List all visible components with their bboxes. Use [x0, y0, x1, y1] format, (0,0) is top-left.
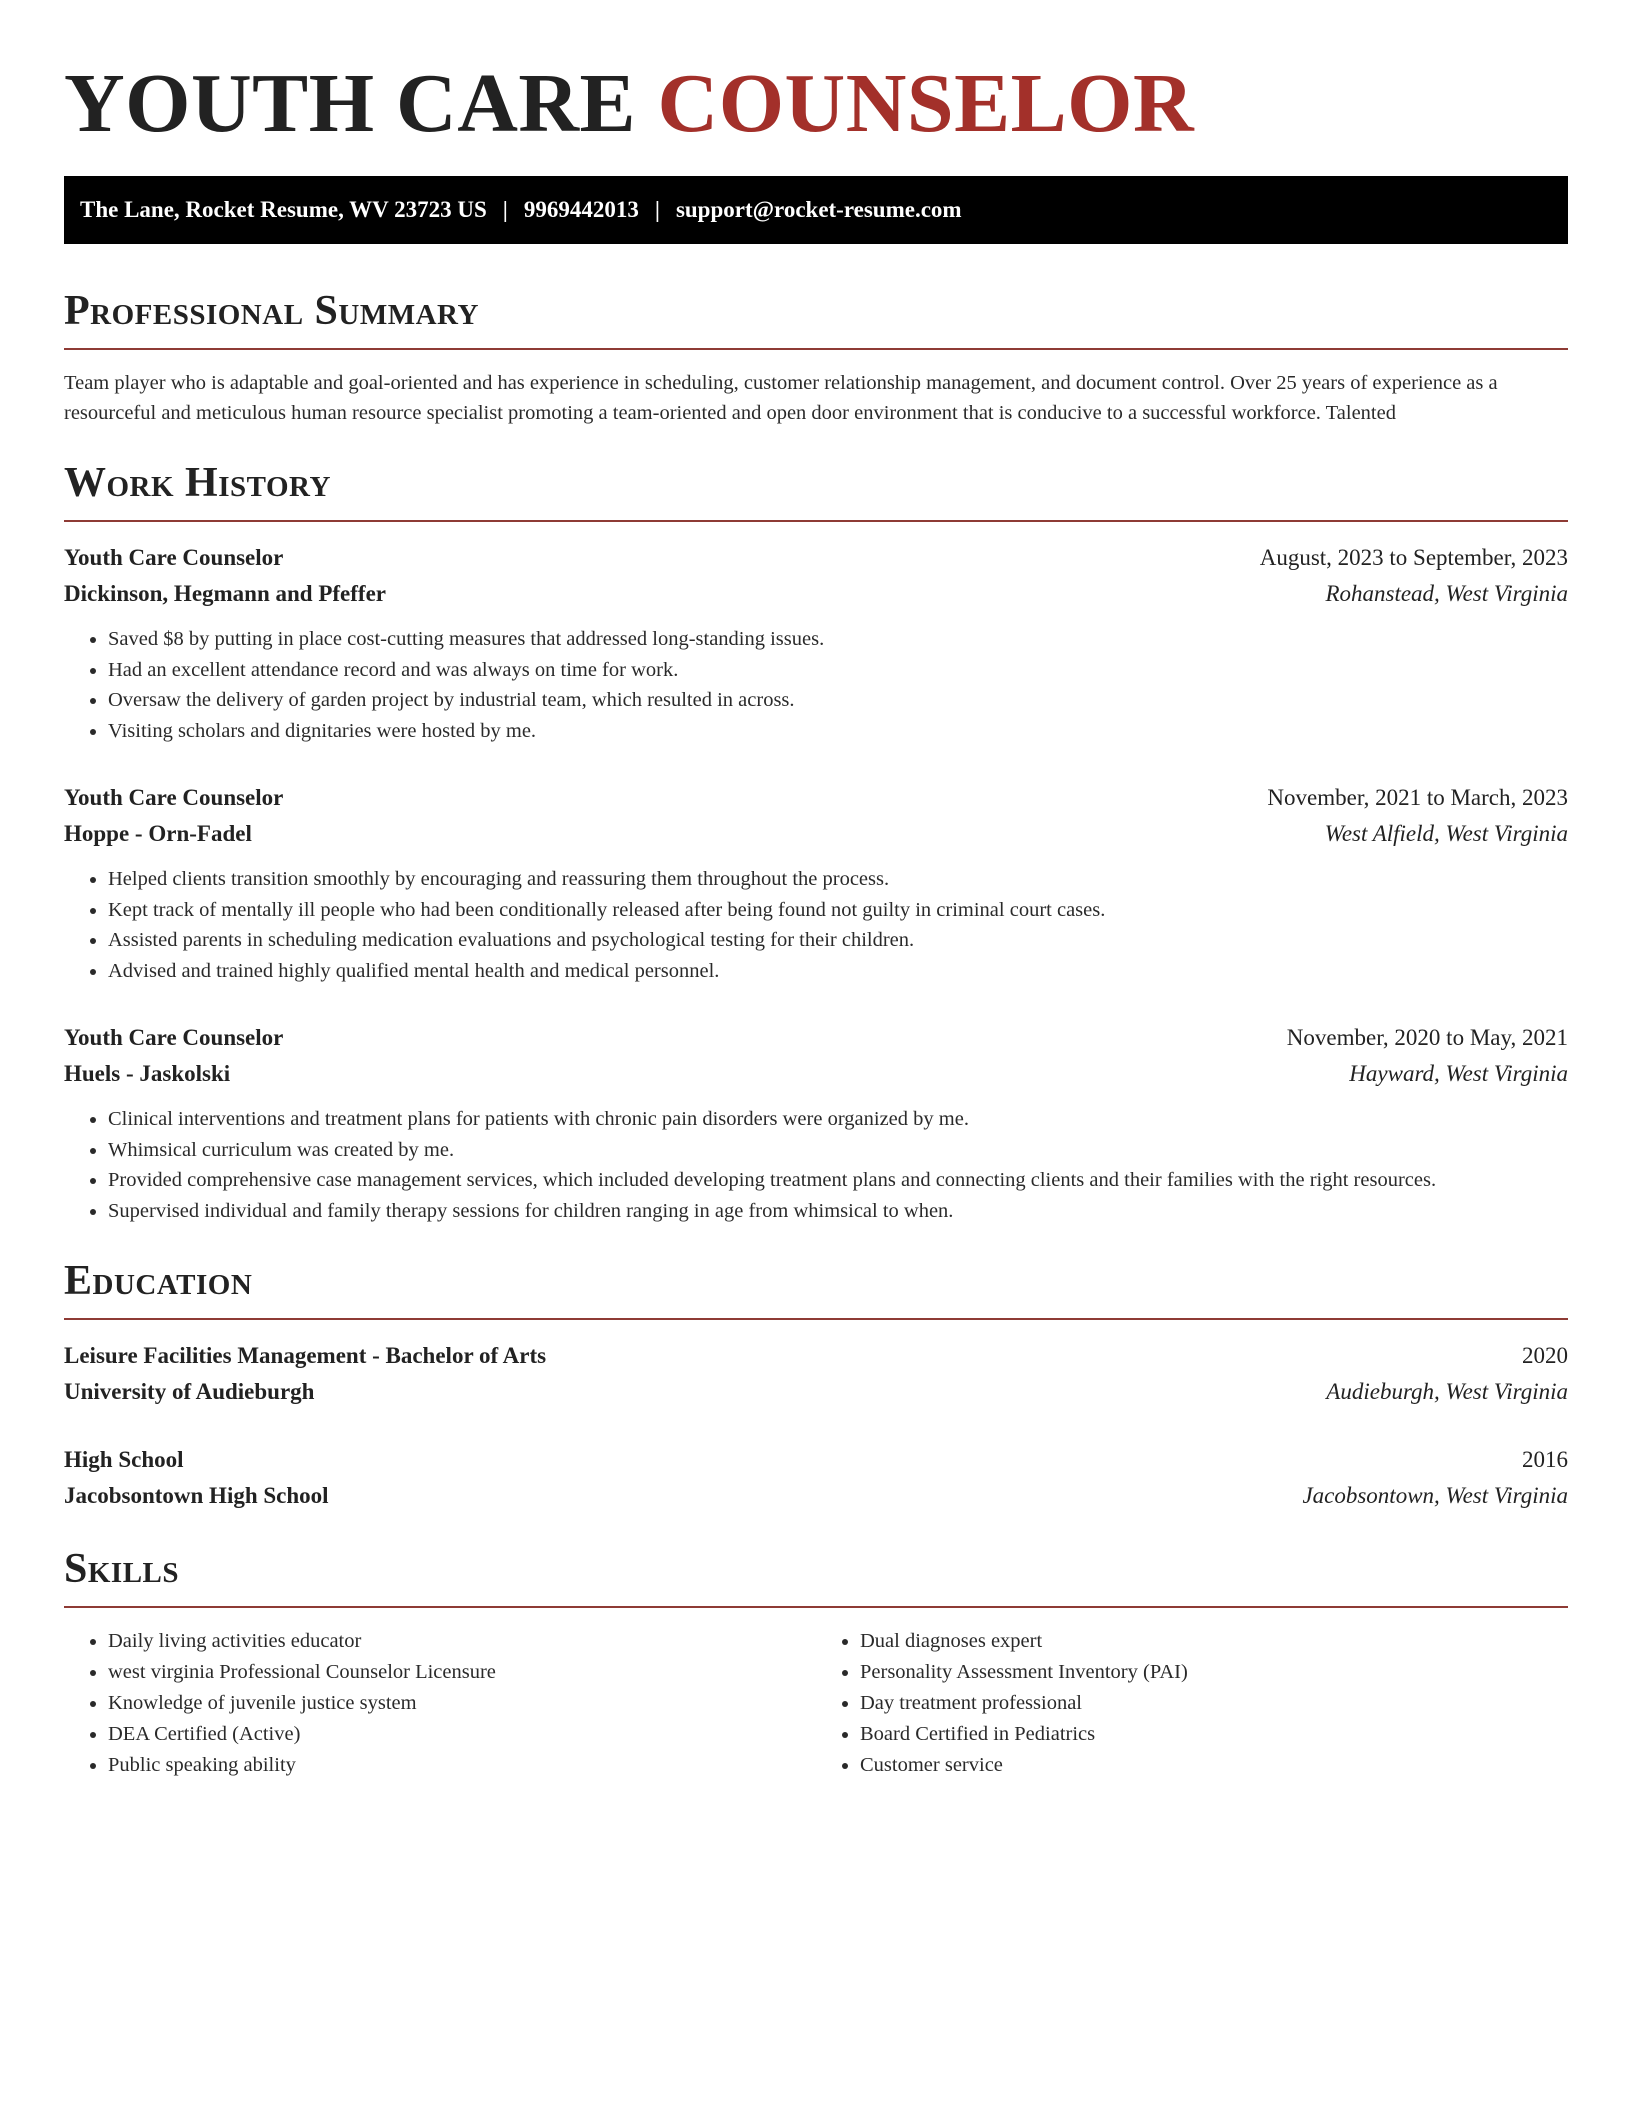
skill-item: • Dual diagnoses expert — [860, 1626, 1568, 1657]
section-title-skills: Skills — [64, 1546, 180, 1592]
title-part-2: COUNSELOR — [657, 57, 1195, 150]
bullet-item: • Kept track of mentally ill people who had been conditionally released after being found not guilty in criminal court cases. — [108, 895, 1568, 926]
contact-address: The Lane, Rocket Resume, WV 23723 US — [80, 197, 487, 222]
job-company: Hoppe - Orn-Fadel — [64, 821, 252, 846]
skill-item: • west virginia Professional Counselor Licensure — [108, 1657, 816, 1688]
skills-section — [64, 1544, 1568, 1781]
job-entry — [64, 540, 1568, 746]
summary-text: Team player who is adaptable and goal-oriented and has experience in scheduling, customer relationship management, and document control. Over 25 years of experience as a resourceful and meticulous human resource specialist promoting a team-oriented and open door environment that is conducive to a successful workforce. Talented — [64, 372, 1498, 424]
education-school: Jacobsontown High School — [64, 1483, 329, 1508]
education-location: Jacobsontown, West Virginia — [1302, 1483, 1568, 1508]
education-degree: High School — [64, 1447, 184, 1472]
contact-phone: 9969442013 — [523, 197, 639, 222]
section-divider — [64, 520, 1568, 522]
skills-column-left — [64, 1626, 816, 1781]
contact-separator: | — [502, 197, 508, 222]
bullet-item: • Saved $8 by putting in place cost-cutting measures that addressed long-standing issues. — [108, 624, 1568, 655]
bullet-item: • Visiting scholars and dignitaries were hosted by me. — [108, 716, 1568, 747]
job-position: Youth Care Counselor — [64, 545, 284, 570]
job-dates: August, 2023 to September, 2023 — [1259, 545, 1568, 570]
section-divider — [64, 1606, 1568, 1608]
bullet-item: • Had an excellent attendance record and was always on time for work. — [108, 655, 1568, 686]
education-location: Audieburgh, West Virginia — [1326, 1379, 1568, 1404]
job-bullets — [64, 864, 1568, 986]
bullet-item: • Assisted parents in scheduling medication evaluations and psychological testing for their children. — [108, 925, 1568, 956]
bullet-item: • Advised and trained highly qualified mental health and medical personnel. — [108, 956, 1568, 987]
job-location: Hayward, West Virginia — [1349, 1061, 1568, 1086]
bullet-item: • Provided comprehensive case management services, which included developing treatment plans and connecting clients and their families with the right resources. — [108, 1165, 1568, 1196]
education-entry — [64, 1442, 1568, 1514]
skills-grid — [64, 1626, 1568, 1781]
bullet-item: • Supervised individual and family therapy sessions for children ranging in age from whimsical to when. — [108, 1196, 1568, 1227]
job-bullets — [64, 1104, 1568, 1226]
education-year: 2016 — [1522, 1447, 1568, 1472]
skill-item: • Customer service — [860, 1750, 1568, 1781]
bullet-item: • Oversaw the delivery of garden project by industrial team, which resulted in across. — [108, 685, 1568, 716]
skill-item: • Day treatment professional — [860, 1688, 1568, 1719]
section-title-summary: Professional Summary — [64, 288, 479, 334]
bullet-item: • Helped clients transition smoothly by encouraging and reassuring them throughout the process. — [108, 864, 1568, 895]
job-dates: November, 2021 to March, 2023 — [1267, 785, 1568, 810]
contact-email: support@rocket-resume.com — [675, 197, 962, 222]
job-dates: November, 2020 to May, 2021 — [1286, 1025, 1568, 1050]
bullet-item: • Whimsical curriculum was created by me. — [108, 1135, 1568, 1166]
skill-item: • Personality Assessment Inventory (PAI) — [860, 1657, 1568, 1688]
bullet-item: • Clinical interventions and treatment plans for patients with chronic pain disorders were organized by me. — [108, 1104, 1568, 1135]
skill-item: • Public speaking ability — [108, 1750, 816, 1781]
job-position: Youth Care Counselor — [64, 1025, 284, 1050]
education-year: 2020 — [1522, 1343, 1568, 1368]
section-divider — [64, 1318, 1568, 1320]
contact-bar — [64, 176, 1568, 244]
job-entry — [64, 1020, 1568, 1226]
job-location: Rohanstead, West Virginia — [1325, 581, 1568, 606]
job-entry — [64, 780, 1568, 986]
job-position: Youth Care Counselor — [64, 785, 284, 810]
skill-item: • Board Certified in Pediatrics — [860, 1719, 1568, 1750]
education-entry — [64, 1338, 1568, 1410]
job-bullets — [64, 624, 1568, 746]
work-history-section — [64, 458, 1568, 1226]
skill-item: • DEA Certified (Active) — [108, 1719, 816, 1750]
section-title-work: Work History — [64, 460, 331, 506]
section-title-education: Education — [64, 1258, 253, 1304]
job-company: Dickinson, Hegmann and Pfeffer — [64, 581, 386, 606]
skill-item: • Knowledge of juvenile justice system — [108, 1688, 816, 1719]
contact-separator: | — [654, 197, 660, 222]
education-school: University of Audieburgh — [64, 1379, 315, 1404]
job-location: West Alfield, West Virginia — [1324, 821, 1568, 846]
skills-column-right — [816, 1626, 1568, 1781]
skill-item: • Daily living activities educator — [108, 1626, 816, 1657]
title-part-1: YOUTH CARE — [64, 57, 637, 150]
summary-section — [64, 286, 1568, 428]
section-divider — [64, 348, 1568, 350]
education-degree: Leisure Facilities Management - Bachelor of Arts — [64, 1343, 547, 1368]
resume-title — [64, 56, 1568, 152]
education-section — [64, 1256, 1568, 1514]
job-company: Huels - Jaskolski — [64, 1061, 231, 1086]
